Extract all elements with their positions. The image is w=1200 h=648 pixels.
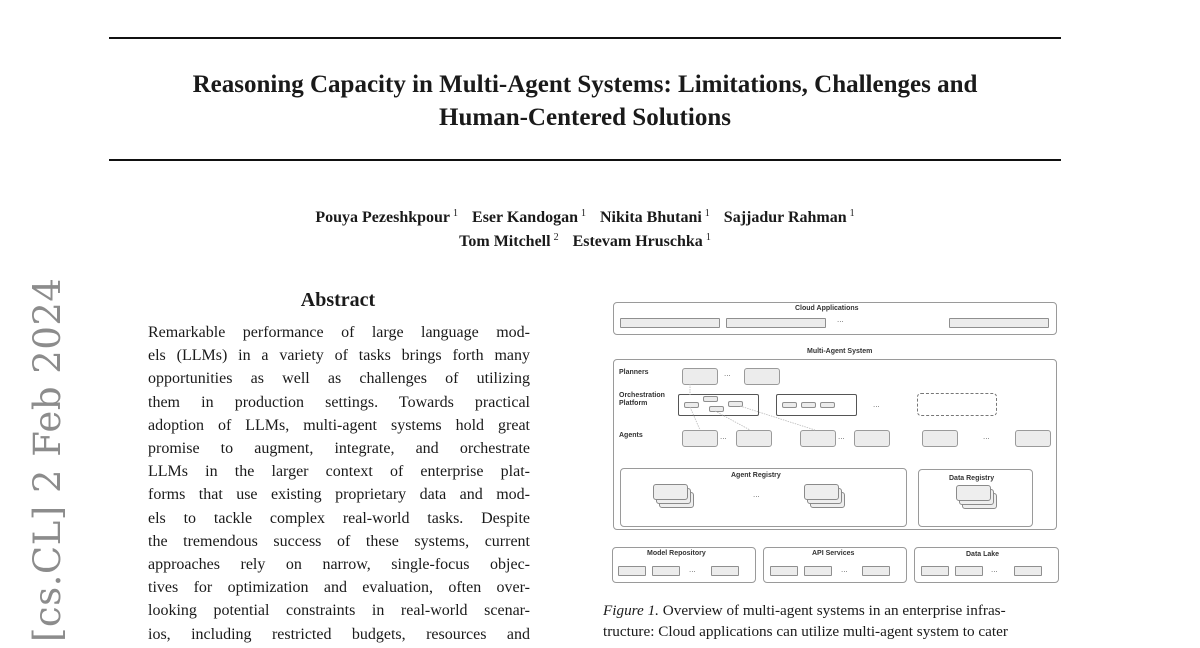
ellipsis: ... [841, 565, 848, 574]
arxiv-stamp: [cs.CL] 2 Feb 2024 [26, 277, 69, 642]
abstract-body [148, 321, 530, 646]
data-lake-label: Data Lake [966, 551, 1000, 558]
author: Estevam Hruschka $^1$ [572, 232, 711, 250]
author-row-2 [109, 228, 1061, 252]
author-list [109, 204, 1061, 252]
figure-diagram [605, 295, 1065, 595]
planners-label: Planners [619, 369, 649, 376]
connector-line [740, 406, 815, 430]
connector-line [690, 407, 700, 430]
ellipsis: ... [724, 369, 731, 378]
api-slot [770, 566, 798, 576]
ellipsis: ... [753, 490, 760, 499]
abstract-line: them in production settings. Towards practical [148, 393, 530, 411]
abstract-line: the tremendous success of these systems, current [148, 532, 530, 550]
abstract-line: opportunities as well as challenges of utilizing [148, 370, 530, 388]
data-stack-icon [956, 485, 996, 511]
top-rule [109, 37, 1061, 39]
agent-registry-label: Agent Registry [731, 472, 781, 479]
paper-title [109, 68, 1061, 134]
api-slot [804, 566, 832, 576]
agent-stack-icon [804, 484, 844, 510]
multi-agent-system-label: Multi-Agent System [807, 348, 873, 355]
lake-slot [1014, 566, 1042, 576]
data-registry-label: Data Registry [949, 475, 995, 482]
caption-label: Figure 1. [603, 602, 659, 619]
agents-label: Agents [619, 432, 643, 439]
agent-stack-icon [653, 484, 693, 510]
abstract-line: approaches rely on narrow, single-focus objec- [148, 556, 530, 574]
ellipsis: ... [689, 565, 696, 574]
author: Sajjadur Rahman $^1$ [723, 208, 855, 226]
title-line-1: Reasoning Capacity in Multi-Agent Systems: Limitations, Challenges and [192, 71, 978, 98]
abstract-line: promise to augment, integrate, and orchestrate [148, 440, 530, 458]
api-slot [862, 566, 890, 576]
ellipsis: ... [983, 432, 990, 441]
abstract-line: forms that use existing proprietary data and mod- [148, 486, 530, 504]
ellipsis: ... [838, 432, 845, 441]
abstract-line: els (LLMs) in a variety of tasks brings forth many [148, 347, 530, 365]
abstract-line: looking potential constraints in real-world scenar- [148, 602, 530, 620]
author: Eser Kandogan $^1$ [472, 208, 586, 226]
abstract-line: els to tackle complex real-world tasks. Despite [148, 509, 530, 527]
abstract-line: ios, including restricted budgets, resources and [148, 625, 530, 643]
ellipsis: ... [837, 315, 844, 324]
caption-line: tructure: Cloud applications can utilize multi-agent system to cater [603, 623, 1008, 640]
author: Pouya Pezeshkpour $^1$ [315, 208, 459, 226]
cloud-applications-label: Cloud Applications [795, 305, 859, 312]
repo-slot [618, 566, 646, 576]
lake-slot [955, 566, 983, 576]
model-repository-label: Model Repository [647, 550, 706, 557]
ellipsis: ... [991, 565, 998, 574]
connector-line [715, 411, 750, 430]
api-services-label: API Services [812, 550, 855, 557]
ellipsis: ... [720, 432, 727, 441]
title-line-2: Human-Centered Solutions [439, 104, 731, 131]
abstract-line: LLMs in the larger context of enterprise plat- [148, 463, 530, 481]
abstract-heading: Abstract [300, 289, 376, 311]
abstract-line: adoption of LLMs, multi-agent systems hold great [148, 416, 530, 434]
author: Nikita Bhutani $^1$ [599, 208, 710, 226]
abstract-line: Remarkable performance of large language mod- [148, 324, 530, 341]
figure-caption [603, 600, 1063, 642]
caption-line: Figure 1. Overview of multi-agent systems in an enterprise infras- [603, 602, 1006, 619]
repo-slot [711, 566, 739, 576]
ellipsis: ... [873, 400, 880, 409]
bottom-rule [109, 159, 1061, 161]
author: Tom Mitchell $^2$ [459, 232, 559, 250]
repo-slot [652, 566, 680, 576]
lake-slot [921, 566, 949, 576]
abstract-line: tives for optimization and evaluation, often over- [148, 579, 530, 597]
orchestration-label: Orchestration Platform [619, 392, 665, 407]
author-row-1 [109, 204, 1061, 228]
